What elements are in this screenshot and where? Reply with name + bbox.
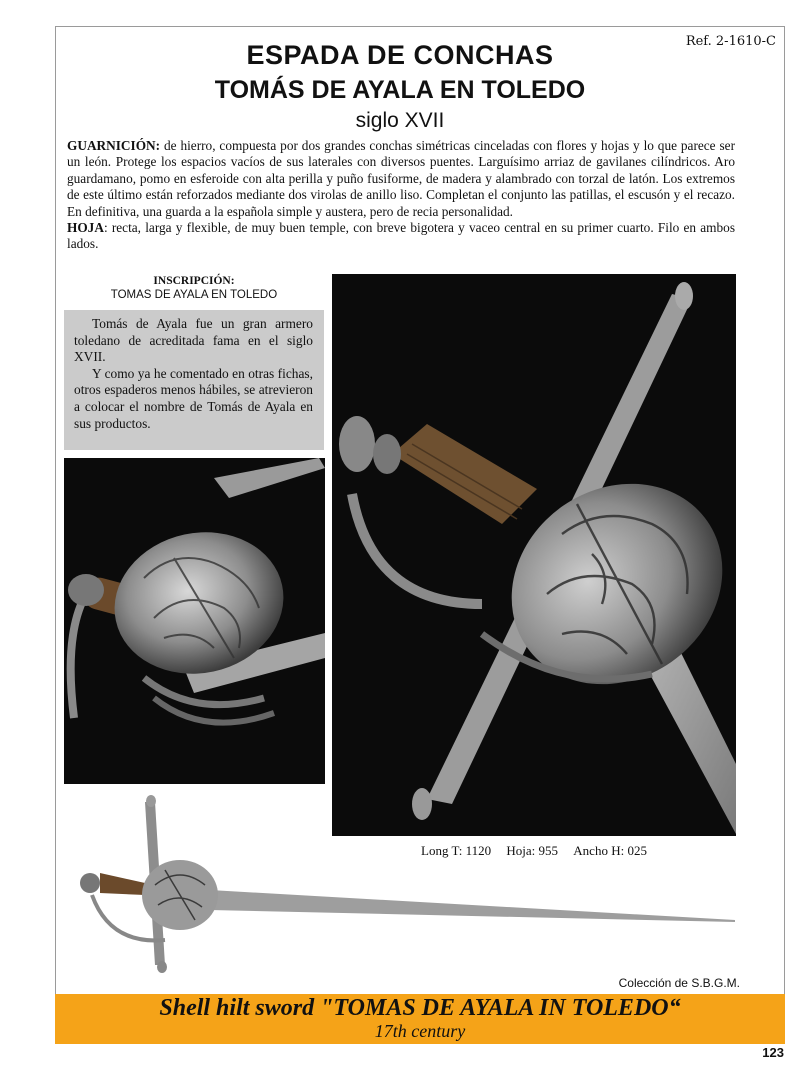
inscription: [64, 274, 324, 302]
guarnicion-label: GUARNICIÓN:: [67, 138, 161, 153]
page-number: 123: [762, 1045, 784, 1060]
inscription-label: INSCRIPCIÓN:: [153, 275, 235, 287]
collection-credit: Colección de S.B.G.M.: [618, 976, 740, 990]
length-total: Long T: 1120: [421, 843, 492, 858]
note-box: [64, 310, 324, 450]
english-title-banner: [55, 994, 785, 1044]
blade-length: Hoja: 955: [506, 843, 559, 858]
page-subtitle: siglo XVII: [355, 109, 445, 132]
guarnicion-paragraph: [67, 138, 735, 220]
hilt-closeup-photo: [64, 458, 325, 784]
note-paragraph-2: Y como ya he comentado en otras fichas, otros espaderos menos hábiles, se atrevieron a colocar el nombre de Tomás de Ayala en sus productos.: [74, 365, 313, 431]
page-title-line2: TOMÁS DE AYALA EN TOLEDO: [214, 76, 586, 104]
hilt-main-photo: [332, 274, 736, 836]
description: [67, 138, 735, 253]
blade-width: Ancho H: 025: [573, 843, 647, 858]
english-title: Shell hilt sword "TOMAS DE AYALA IN TOLEDO“: [159, 995, 681, 1021]
note-paragraph-1: Tomás de Ayala fue un gran armero toledano de acreditada fama en el siglo XVII.: [74, 316, 313, 365]
full-sword-photo: [70, 795, 740, 975]
hoja-label: HOJA: [67, 220, 104, 236]
guarnicion-text: de hierro, compuesta por dos grandes conchas simétricas cinceladas con flores y hojas y lo que parece ser un león. Protege los espacios vacíos de sus laterales con diversos puentes. Larguísimo arriaz de gavilanes cilíndricos. Aro guardamano, pomo en esferoide con alta perilla y puño fusiforme, de madera y alambrado con torzal de latón. Los extremos de este último están reforzados mediante dos virolas de anillo liso. Completan el conjunto las patillas, el escusón y el recazo. En definitiva, una guarda a la española simple y austera, pero de recia personalidad.: [67, 138, 735, 219]
hoja-text: : recta, larga y flexible, de muy buen temple, con breve bigotera y vaceo central en su primer cuarto. Filo en ambos lados.: [67, 220, 735, 252]
page-title: ESPADA DE CONCHAS: [246, 40, 554, 70]
inscription-text: TOMAS DE AYALA EN TOLEDO: [110, 289, 278, 301]
english-subtitle: 17th century: [374, 1021, 466, 1041]
hoja-paragraph: [67, 220, 735, 253]
reference-number: Ref. 2-1610-C: [685, 34, 776, 49]
